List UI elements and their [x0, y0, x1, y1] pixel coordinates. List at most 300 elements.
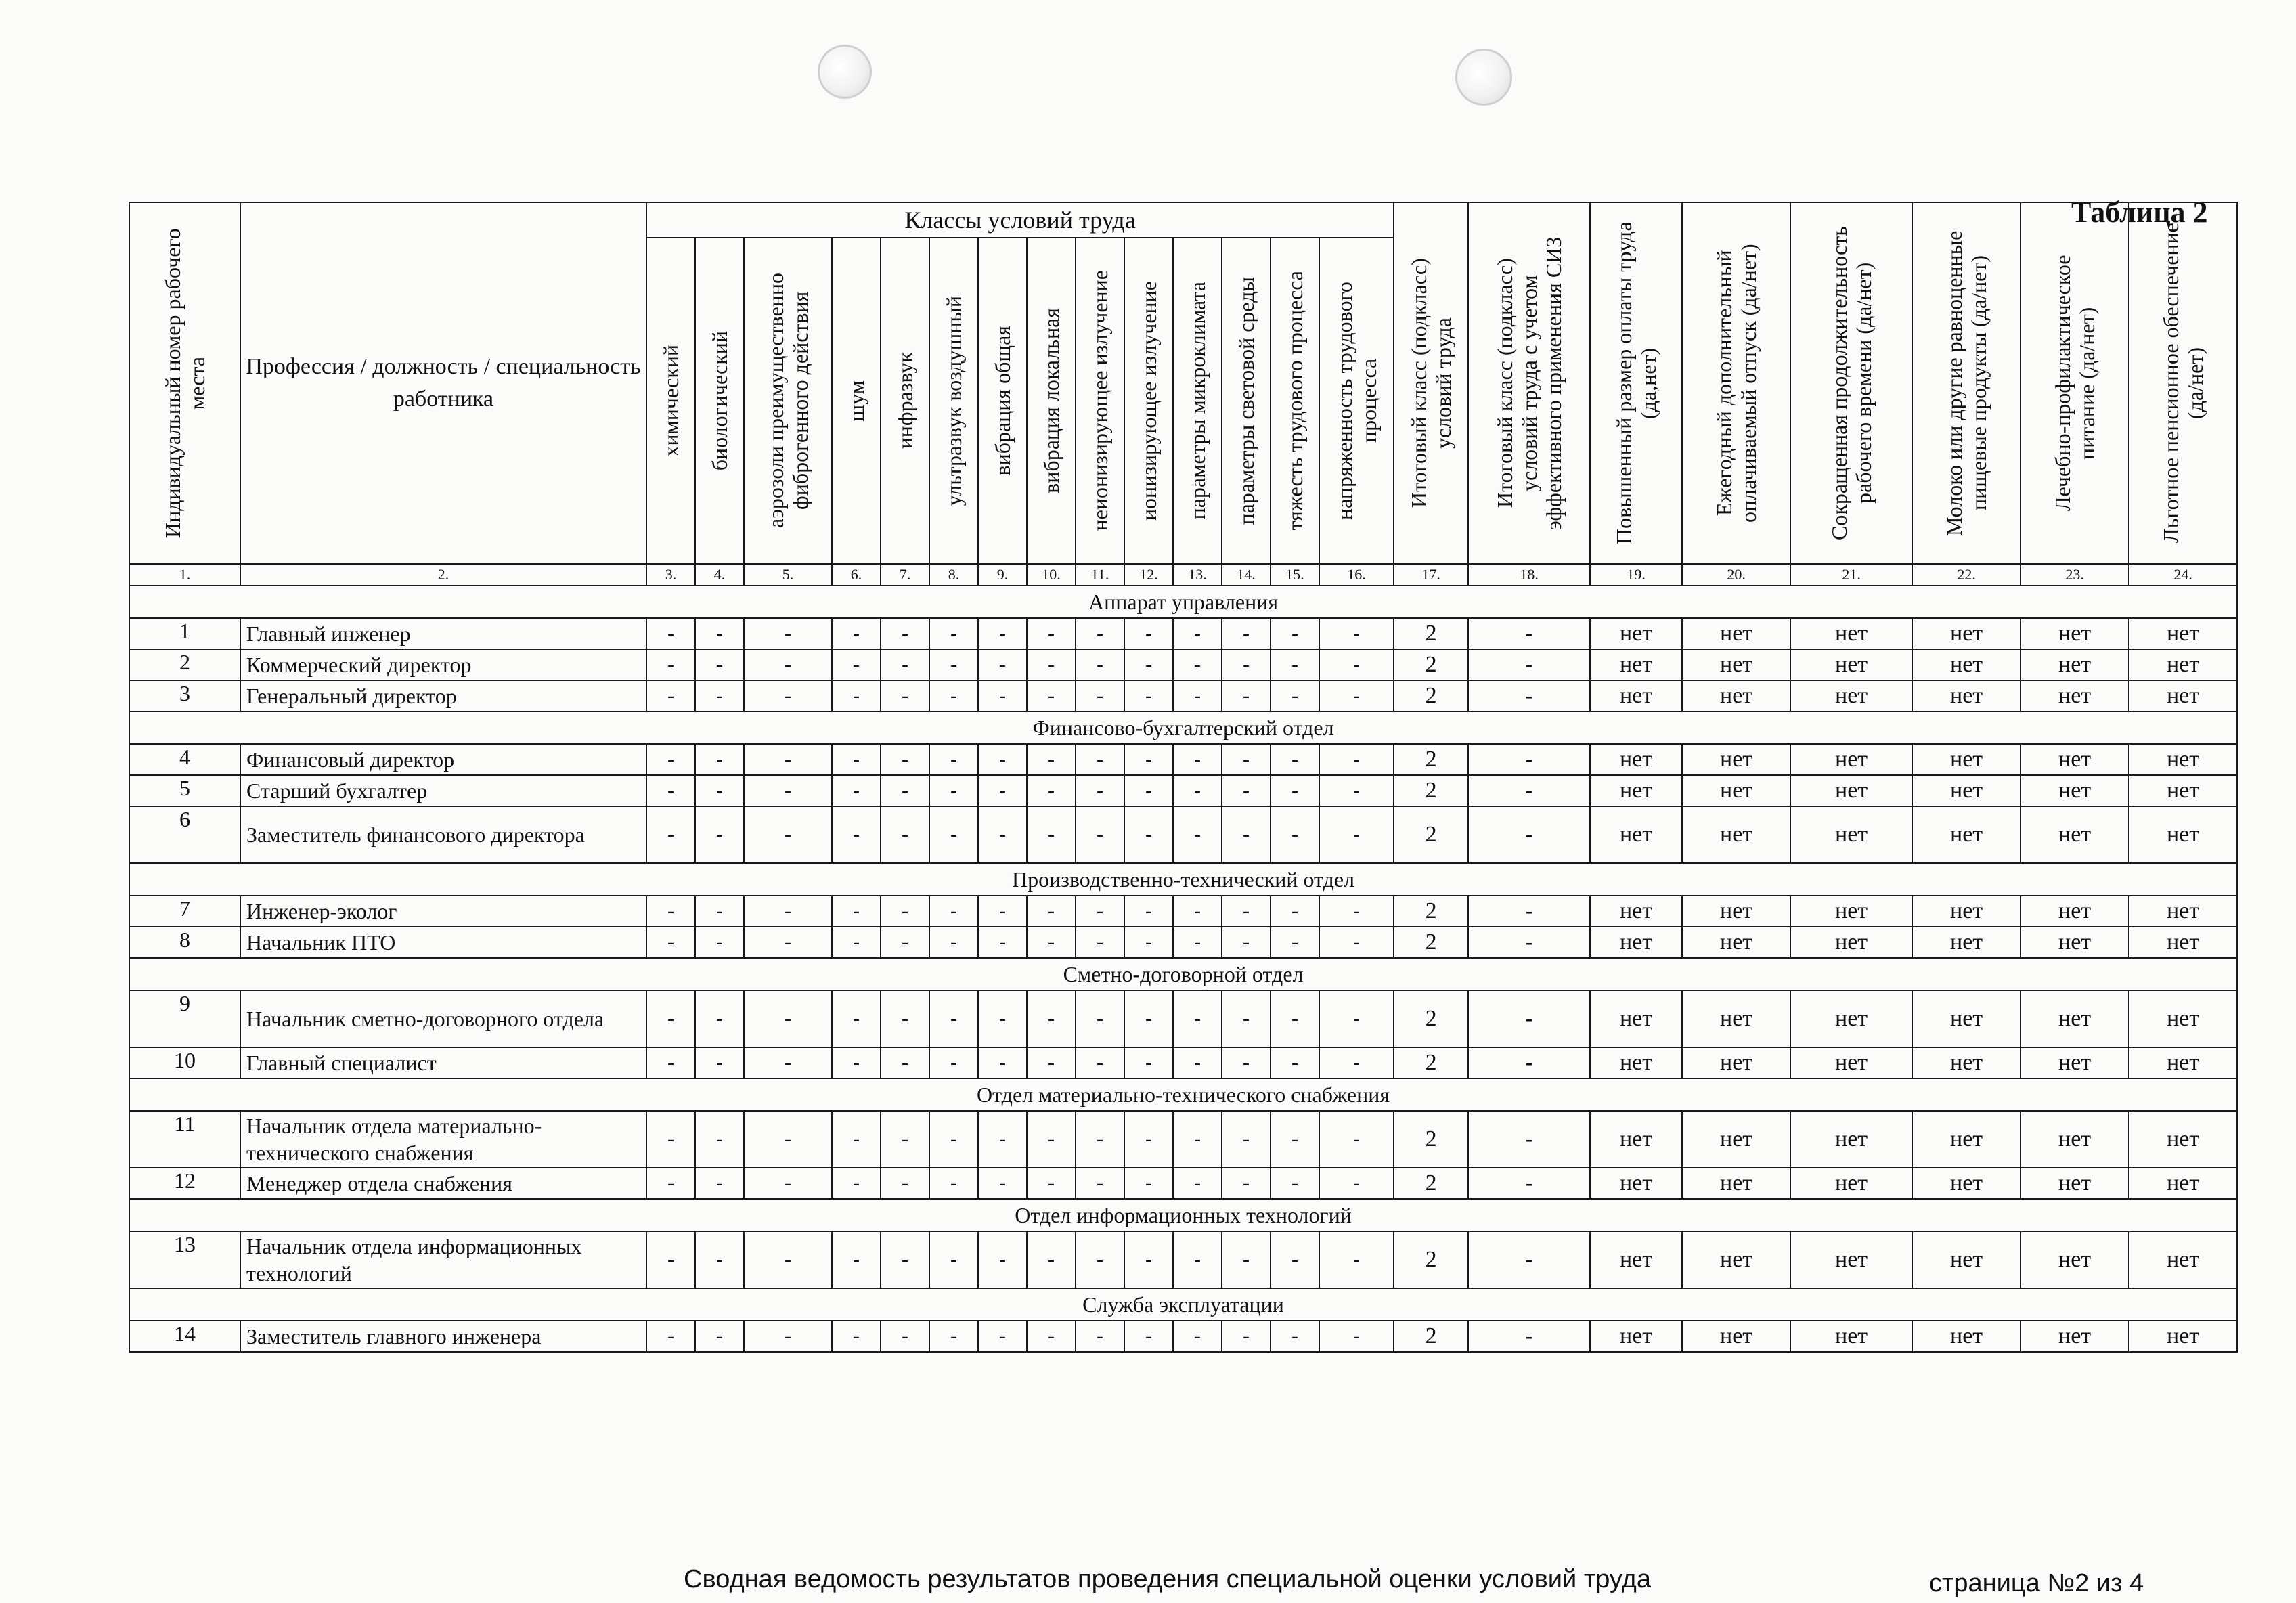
final-class-siz-value: - [1468, 1111, 1590, 1168]
factor-class-value: - [978, 896, 1027, 927]
header-factor-text: тяжесть трудового процесса [1283, 271, 1307, 531]
guarantee-c21-value: нет [1790, 990, 1912, 1047]
guarantee-c22-value: нет [1912, 680, 2021, 711]
factor-class-value: - [646, 1168, 695, 1199]
table-row [129, 1321, 2237, 1352]
final-class-siz-value: - [1468, 1231, 1590, 1288]
factor-class-value: - [1271, 1321, 1319, 1352]
section-header-row [129, 1199, 2237, 1231]
final-class-siz-value: - [1468, 1047, 1590, 1078]
guarantee-c23-value: нет [2021, 744, 2129, 775]
factor-class-value: - [1173, 806, 1222, 863]
header-factor-text: ионизирующее излучение [1136, 280, 1161, 521]
factor-class-value: - [1319, 896, 1394, 927]
factor-class-value: - [646, 649, 695, 680]
guarantee-c24-value: нет [2129, 1321, 2237, 1352]
guarantee-c19-value: нет [1590, 1111, 1682, 1168]
section-title: Финансово-бухгалтерский отдел [129, 711, 2237, 744]
guarantee-c23-value: нет [2021, 618, 2129, 649]
column-number: 1. [129, 564, 240, 586]
factor-class-value: - [1319, 680, 1394, 711]
guarantee-c23-value: нет [2021, 775, 2129, 806]
factor-class-value: - [695, 1321, 744, 1352]
factor-class-value: - [1271, 744, 1319, 775]
final-class-value: 2 [1394, 1047, 1468, 1078]
section-header-row [129, 711, 2237, 744]
guarantee-c19-value: нет [1590, 927, 1682, 958]
factor-class-value: - [1076, 649, 1124, 680]
guarantee-c23-value: нет [2021, 896, 2129, 927]
section-title: Отдел материально-технического снабжения [129, 1078, 2237, 1111]
job-title: Генеральный директор [240, 680, 646, 711]
factor-class-value: - [1271, 649, 1319, 680]
factor-class-value: - [929, 1111, 978, 1168]
factor-class-value: - [1173, 990, 1222, 1047]
header-col-profession: Профессия / должность / специальность работника [240, 202, 646, 564]
header-factor-text: напряженность трудового процесса [1332, 282, 1382, 520]
factor-class-value: - [1173, 680, 1222, 711]
guarantee-c24-value: нет [2129, 680, 2237, 711]
factor-class-value: - [1173, 775, 1222, 806]
guarantee-c21-value: нет [1790, 680, 1912, 711]
guarantee-c20-value: нет [1682, 927, 1790, 958]
factor-class-value: - [1027, 1168, 1076, 1199]
guarantee-c24-value: нет [2129, 896, 2237, 927]
guarantee-c20-value: нет [1682, 744, 1790, 775]
guarantee-c20-value: нет [1682, 896, 1790, 927]
workplace-number: 13 [129, 1231, 240, 1288]
column-number: 13. [1173, 564, 1222, 586]
column-number: 7. [881, 564, 929, 586]
guarantee-c20-value: нет [1682, 649, 1790, 680]
factor-class-value: - [695, 896, 744, 927]
factor-class-value: - [744, 927, 832, 958]
factor-class-value: - [1124, 775, 1173, 806]
factor-class-value: - [832, 1047, 881, 1078]
final-class-value: 2 [1394, 806, 1468, 863]
header-col20-text: Ежегодный дополнительный оплачиваемый отпуск (да/нет) [1712, 244, 1761, 523]
section-title: Производственно-технический отдел [129, 863, 2237, 896]
factor-class-value: - [978, 744, 1027, 775]
guarantee-c22-value: нет [1912, 896, 2021, 927]
guarantee-c19-value: нет [1590, 896, 1682, 927]
factor-class-value: - [881, 806, 929, 863]
factor-class-value: - [646, 1321, 695, 1352]
guarantee-c23-value: нет [2021, 1168, 2129, 1199]
factor-class-value: - [1124, 744, 1173, 775]
factor-class-value: - [832, 927, 881, 958]
factor-class-value: - [1076, 1111, 1124, 1168]
guarantee-c23-value: нет [2021, 649, 2129, 680]
factor-class-value: - [929, 1047, 978, 1078]
factor-class-value: - [695, 990, 744, 1047]
column-number: 12. [1124, 564, 1173, 586]
column-number: 8. [929, 564, 978, 586]
guarantee-c20-value: нет [1682, 775, 1790, 806]
factor-class-value: - [1173, 1047, 1222, 1078]
factor-class-value: - [646, 618, 695, 649]
factor-class-value: - [1173, 896, 1222, 927]
factor-class-value: - [1076, 618, 1124, 649]
job-title: Начальник отдела информационных технологий [240, 1231, 646, 1288]
header-col-workplace-number [129, 202, 240, 564]
guarantee-c23-value: нет [2021, 927, 2129, 958]
factor-class-value: - [1076, 1168, 1124, 1199]
factor-class-value: - [1076, 1231, 1124, 1288]
workplace-number: 12 [129, 1168, 240, 1199]
guarantee-c19-value: нет [1590, 1321, 1682, 1352]
guarantee-c24-value: нет [2129, 775, 2237, 806]
factor-class-value: - [1173, 744, 1222, 775]
final-class-siz-value: - [1468, 896, 1590, 927]
guarantee-c21-value: нет [1790, 896, 1912, 927]
header-factor [1173, 238, 1222, 564]
header-col22 [1912, 202, 2021, 564]
table-row [129, 1047, 2237, 1078]
workplace-number: 7 [129, 896, 240, 927]
table-row [129, 1168, 2237, 1199]
header-factor [744, 238, 832, 564]
factor-class-value: - [1076, 680, 1124, 711]
factor-class-value: - [1076, 744, 1124, 775]
guarantee-c19-value: нет [1590, 775, 1682, 806]
factor-class-value: - [695, 649, 744, 680]
workplace-number: 2 [129, 649, 240, 680]
factor-class-value: - [881, 744, 929, 775]
guarantee-c21-value: нет [1790, 618, 1912, 649]
factor-class-value: - [929, 806, 978, 863]
factor-class-value: - [1271, 1231, 1319, 1288]
factor-class-value: - [646, 1231, 695, 1288]
column-number: 4. [695, 564, 744, 586]
guarantee-c20-value: нет [1682, 990, 1790, 1047]
factor-class-value: - [832, 806, 881, 863]
factor-class-value: - [695, 618, 744, 649]
factor-class-value: - [929, 680, 978, 711]
column-number: 9. [978, 564, 1027, 586]
factor-class-value: - [1222, 775, 1271, 806]
final-class-value: 2 [1394, 1231, 1468, 1288]
factor-class-value: - [832, 1321, 881, 1352]
header-factor-text: ультразвук воздушный [942, 295, 966, 506]
job-title: Старший бухгалтер [240, 775, 646, 806]
factor-class-value: - [1076, 775, 1124, 806]
guarantee-c21-value: нет [1790, 1047, 1912, 1078]
header-factor [1271, 238, 1319, 564]
job-title: Менеджер отдела снабжения [240, 1168, 646, 1199]
factor-class-value: - [1319, 927, 1394, 958]
table-row [129, 744, 2237, 775]
final-class-siz-value: - [1468, 1321, 1590, 1352]
table-caption: Таблица 2 [2071, 196, 2208, 229]
column-number: 10. [1027, 564, 1076, 586]
workplace-number: 11 [129, 1111, 240, 1168]
factor-class-value: - [881, 680, 929, 711]
factor-class-value: - [744, 775, 832, 806]
punch-hole-icon [818, 45, 872, 99]
factor-class-value: - [744, 680, 832, 711]
guarantee-c20-value: нет [1682, 1111, 1790, 1168]
factor-class-value: - [1027, 927, 1076, 958]
factor-class-value: - [929, 618, 978, 649]
column-number: 23. [2021, 564, 2129, 586]
factor-class-value: - [695, 1231, 744, 1288]
final-class-siz-value: - [1468, 927, 1590, 958]
factor-class-value: - [695, 680, 744, 711]
column-number: 2. [240, 564, 646, 586]
factor-class-value: - [1076, 896, 1124, 927]
header-col23 [2021, 202, 2129, 564]
factor-class-value: - [978, 806, 1027, 863]
guarantee-c24-value: нет [2129, 927, 2237, 958]
factor-class-value: - [881, 896, 929, 927]
footer-title: Сводная ведомость результатов проведения специальной оценки условий труда [684, 1565, 1651, 1594]
working-conditions-table [129, 202, 2234, 1534]
factor-class-value: - [744, 1047, 832, 1078]
factor-class-value: - [695, 1047, 744, 1078]
section-header-row [129, 586, 2237, 618]
factor-class-value: - [1271, 680, 1319, 711]
factor-class-value: - [978, 1111, 1027, 1168]
workplace-number: 5 [129, 775, 240, 806]
final-class-value: 2 [1394, 927, 1468, 958]
header-col18 [1468, 202, 1590, 564]
guarantee-c23-value: нет [2021, 1321, 2129, 1352]
factor-class-value: - [1319, 806, 1394, 863]
section-title: Сметно-договорной отдел [129, 958, 2237, 990]
header-factor-text: аэрозоли преимущественно фиброгенного действия [764, 273, 812, 529]
factor-class-value: - [1027, 806, 1076, 863]
guarantee-c21-value: нет [1790, 649, 1912, 680]
header-factor [881, 238, 929, 564]
factor-class-value: - [744, 1231, 832, 1288]
factor-class-value: - [744, 990, 832, 1047]
factor-class-value: - [1027, 1111, 1076, 1168]
factor-class-value: - [744, 896, 832, 927]
factor-class-value: - [1027, 896, 1076, 927]
factor-class-value: - [881, 1111, 929, 1168]
guarantee-c21-value: нет [1790, 806, 1912, 863]
workplace-number: 4 [129, 744, 240, 775]
factor-class-value: - [1173, 927, 1222, 958]
guarantee-c23-value: нет [2021, 806, 2129, 863]
factor-class-value: - [881, 775, 929, 806]
factor-class-value: - [929, 927, 978, 958]
factor-class-value: - [1173, 1321, 1222, 1352]
column-number: 16. [1319, 564, 1394, 586]
factor-class-value: - [832, 618, 881, 649]
factor-class-value: - [646, 775, 695, 806]
final-class-value: 2 [1394, 775, 1468, 806]
guarantee-c21-value: нет [1790, 744, 1912, 775]
job-title: Финансовый директор [240, 744, 646, 775]
factor-class-value: - [1271, 618, 1319, 649]
guarantee-c23-value: нет [2021, 1111, 2129, 1168]
factor-class-value: - [978, 775, 1027, 806]
guarantee-c22-value: нет [1912, 775, 2021, 806]
header-factor [646, 238, 695, 564]
final-class-siz-value: - [1468, 618, 1590, 649]
column-number: 17. [1394, 564, 1468, 586]
guarantee-c22-value: нет [1912, 744, 2021, 775]
header-factor-text: неионизирующее излучение [1088, 270, 1112, 531]
guarantee-c24-value: нет [2129, 806, 2237, 863]
workplace-number: 14 [129, 1321, 240, 1352]
factor-class-value: - [646, 1047, 695, 1078]
header-factor-text: вибрация общая [990, 326, 1015, 476]
factor-class-value: - [1027, 1321, 1076, 1352]
guarantee-c21-value: нет [1790, 1168, 1912, 1199]
header-factor [695, 238, 744, 564]
factor-class-value: - [1124, 990, 1173, 1047]
factor-class-value: - [1271, 990, 1319, 1047]
factor-class-value: - [1124, 1231, 1173, 1288]
factor-class-value: - [695, 806, 744, 863]
column-number: 24. [2129, 564, 2237, 586]
factor-class-value: - [744, 744, 832, 775]
factor-class-value: - [1076, 927, 1124, 958]
guarantee-c20-value: нет [1682, 806, 1790, 863]
factor-class-value: - [1319, 1111, 1394, 1168]
table-row [129, 618, 2237, 649]
guarantee-c19-value: нет [1590, 1047, 1682, 1078]
factor-class-value: - [1319, 1168, 1394, 1199]
final-class-siz-value: - [1468, 1168, 1590, 1199]
guarantee-c24-value: нет [2129, 1168, 2237, 1199]
factor-class-value: - [646, 1111, 695, 1168]
factor-class-value: - [929, 1168, 978, 1199]
factor-class-value: - [1027, 680, 1076, 711]
guarantee-c19-value: нет [1590, 1168, 1682, 1199]
column-number: 5. [744, 564, 832, 586]
workplace-number: 10 [129, 1047, 240, 1078]
factor-class-value: - [832, 680, 881, 711]
factor-class-value: - [1027, 618, 1076, 649]
factor-class-value: - [1124, 806, 1173, 863]
factor-class-value: - [978, 1231, 1027, 1288]
column-numbers-row [129, 564, 2237, 586]
factor-class-value: - [695, 775, 744, 806]
factor-class-value: - [1124, 618, 1173, 649]
factor-class-value: - [646, 896, 695, 927]
header-row [129, 202, 2237, 238]
guarantee-c22-value: нет [1912, 1168, 2021, 1199]
factor-class-value: - [1027, 775, 1076, 806]
factor-class-value: - [744, 1168, 832, 1199]
factor-class-value: - [1319, 775, 1394, 806]
header-factor-text: вибрация локальная [1039, 308, 1063, 493]
guarantee-c20-value: нет [1682, 1231, 1790, 1288]
factor-class-value: - [929, 775, 978, 806]
section-header-row [129, 1288, 2237, 1321]
factor-class-value: - [881, 1321, 929, 1352]
factor-class-value: - [978, 990, 1027, 1047]
factor-class-value: - [1173, 1168, 1222, 1199]
section-header-row [129, 1078, 2237, 1111]
factor-class-value: - [1027, 1047, 1076, 1078]
factor-class-value: - [1271, 896, 1319, 927]
guarantee-c22-value: нет [1912, 1231, 2021, 1288]
header-col21 [1790, 202, 1912, 564]
workplace-number: 3 [129, 680, 240, 711]
header-factor [929, 238, 978, 564]
section-title: Служба эксплуатации [129, 1288, 2237, 1321]
factor-class-value: - [832, 1111, 881, 1168]
factor-class-value: - [744, 806, 832, 863]
guarantee-c20-value: нет [1682, 1168, 1790, 1199]
header-col20 [1682, 202, 1790, 564]
guarantee-c24-value: нет [2129, 990, 2237, 1047]
factor-class-value: - [695, 744, 744, 775]
table-row [129, 775, 2237, 806]
factor-class-value: - [881, 649, 929, 680]
factor-class-value: - [1319, 618, 1394, 649]
header-col23-text: Лечебно-профилактическое питание (да/нет) [2050, 255, 2100, 512]
factor-class-value: - [1173, 1111, 1222, 1168]
factor-class-value: - [1271, 1047, 1319, 1078]
factor-class-value: - [978, 1168, 1027, 1199]
final-class-siz-value: - [1468, 775, 1590, 806]
factor-class-value: - [1076, 1321, 1124, 1352]
header-factor [1076, 238, 1124, 564]
factor-class-value: - [1076, 990, 1124, 1047]
factor-class-value: - [1222, 618, 1271, 649]
factor-class-value: - [978, 1047, 1027, 1078]
workplace-number: 8 [129, 927, 240, 958]
guarantee-c21-value: нет [1790, 1111, 1912, 1168]
factor-class-value: - [1319, 1047, 1394, 1078]
final-class-value: 2 [1394, 618, 1468, 649]
job-title: Главный специалист [240, 1047, 646, 1078]
guarantee-c24-value: нет [2129, 649, 2237, 680]
factor-class-value: - [978, 680, 1027, 711]
factor-class-value: - [1124, 680, 1173, 711]
guarantee-c21-value: нет [1790, 1231, 1912, 1288]
guarantee-c19-value: нет [1590, 618, 1682, 649]
guarantee-c22-value: нет [1912, 1111, 2021, 1168]
guarantee-c19-value: нет [1590, 1231, 1682, 1288]
section-header-row [129, 863, 2237, 896]
factor-class-value: - [978, 1321, 1027, 1352]
factor-class-value: - [695, 927, 744, 958]
factor-class-value: - [978, 618, 1027, 649]
guarantee-c19-value: нет [1590, 649, 1682, 680]
factor-class-value: - [1271, 1111, 1319, 1168]
job-title: Заместитель главного инженера [240, 1321, 646, 1352]
final-class-value: 2 [1394, 990, 1468, 1047]
final-class-siz-value: - [1468, 744, 1590, 775]
guarantee-c21-value: нет [1790, 775, 1912, 806]
factor-class-value: - [832, 990, 881, 1047]
factor-class-value: - [744, 649, 832, 680]
header-col17 [1394, 202, 1468, 564]
header-factor-text: параметры микроклимата [1185, 282, 1210, 520]
guarantee-c22-value: нет [1912, 1321, 2021, 1352]
guarantee-c21-value: нет [1790, 927, 1912, 958]
summary-table [129, 202, 2238, 1353]
guarantee-c22-value: нет [1912, 618, 2021, 649]
header-group-classes: Классы условий труда [646, 202, 1394, 238]
column-number: 18. [1468, 564, 1590, 586]
factor-class-value: - [646, 990, 695, 1047]
factor-class-value: - [1319, 649, 1394, 680]
table-row [129, 680, 2237, 711]
column-number: 21. [1790, 564, 1912, 586]
factor-class-value: - [929, 1321, 978, 1352]
factor-class-value: - [1173, 1231, 1222, 1288]
factor-class-value: - [1222, 806, 1271, 863]
final-class-siz-value: - [1468, 680, 1590, 711]
